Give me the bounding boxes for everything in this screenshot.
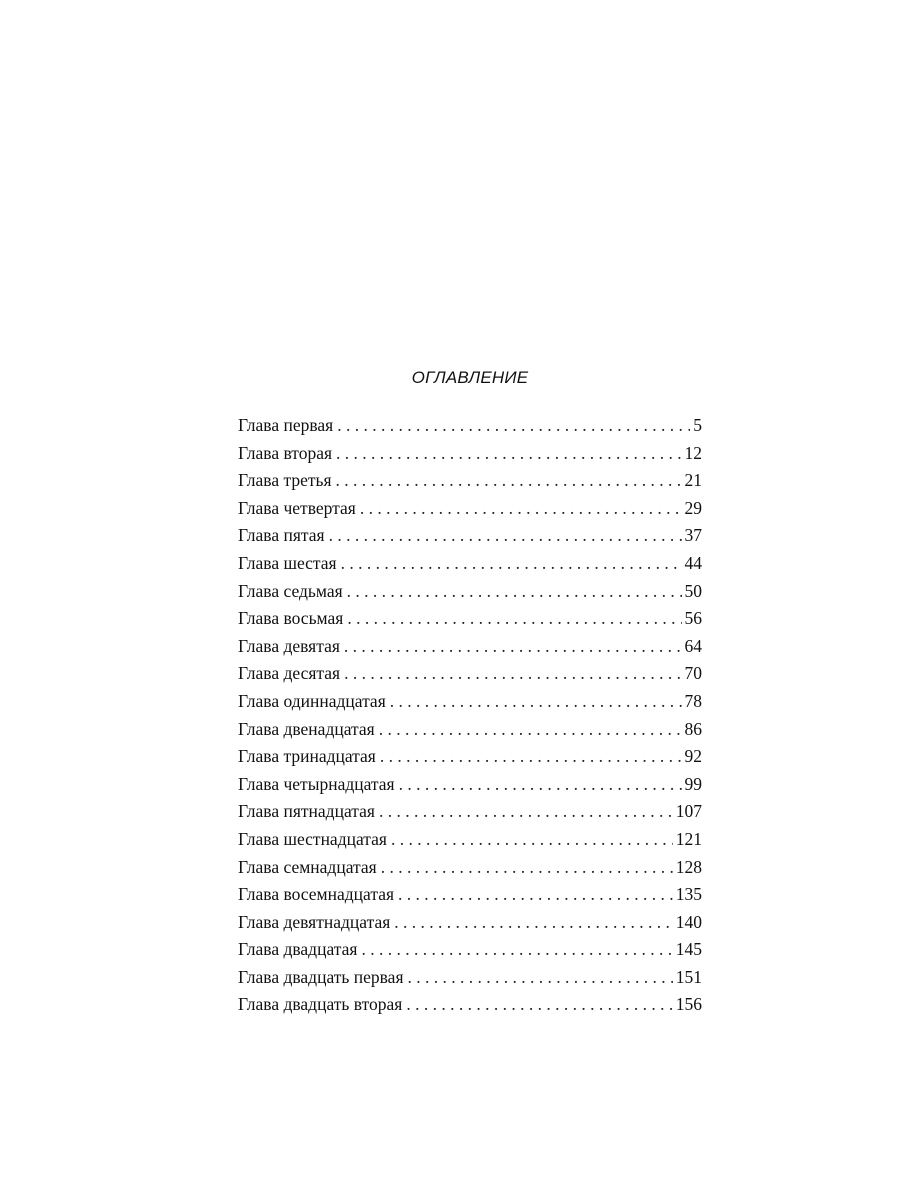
toc-dot-leader <box>399 774 682 795</box>
toc-entry-title: Глава двадцать первая <box>238 966 404 987</box>
toc-dot-leader <box>336 470 682 491</box>
toc-entry[interactable] <box>238 498 702 526</box>
toc-entry-title: Глава восемнадцатая <box>238 884 395 905</box>
toc-entry-title: Глава седьмая <box>238 580 343 601</box>
toc-entry[interactable] <box>238 884 702 912</box>
toc-entry-page-number: 50 <box>684 580 702 601</box>
toc-entry-title: Глава десятая <box>238 663 341 684</box>
toc-entry[interactable] <box>238 967 702 995</box>
toc-dot-leader <box>379 719 682 740</box>
toc-entry-page-number: 70 <box>684 663 702 684</box>
toc-dot-leader <box>360 498 682 519</box>
toc-entry[interactable] <box>238 857 702 885</box>
toc-list <box>238 415 702 1022</box>
toc-entry-page-number: 99 <box>684 773 702 794</box>
toc-dot-leader <box>390 691 682 712</box>
toc-entry-title: Глава пятая <box>238 525 325 546</box>
toc-entry-page-number: 37 <box>684 525 702 546</box>
toc-entry-page-number: 151 <box>675 966 702 987</box>
toc-entry-page-number: 56 <box>684 608 702 629</box>
toc-dot-leader <box>361 939 672 960</box>
toc-entry-page-number: 128 <box>675 856 702 877</box>
toc-entry-title: Глава вторая <box>238 442 333 463</box>
toc-dot-leader <box>391 829 673 850</box>
toc-entry[interactable] <box>238 691 702 719</box>
toc-entry-title: Глава четвертая <box>238 497 356 518</box>
toc-entry[interactable] <box>238 636 702 664</box>
toc-entry-title: Глава одиннадцатая <box>238 690 386 711</box>
toc-entry[interactable] <box>238 912 702 940</box>
toc-dot-leader <box>336 443 681 464</box>
toc-entry[interactable] <box>238 746 702 774</box>
toc-entry-title: Глава семнадцатая <box>238 856 377 877</box>
toc-entry[interactable] <box>238 663 702 691</box>
toc-dot-leader <box>381 857 673 878</box>
toc-dot-leader <box>398 884 673 905</box>
toc-entry[interactable] <box>238 774 702 802</box>
toc-entry[interactable] <box>238 719 702 747</box>
toc-dot-leader <box>344 636 682 657</box>
toc-entry-title: Глава девятая <box>238 635 340 656</box>
toc-dot-leader <box>394 912 672 933</box>
toc-heading: ОГЛАВЛЕНИЕ <box>411 368 529 387</box>
toc-entry-page-number: 86 <box>684 718 702 739</box>
toc-entry-page-number: 78 <box>684 690 702 711</box>
toc-entry-page-number: 121 <box>675 828 702 849</box>
toc-entry-page-number: 92 <box>684 746 702 767</box>
toc-entry-title: Глава тринадцатая <box>238 746 376 767</box>
toc-entry-page-number: 107 <box>675 801 702 822</box>
toc-entry-page-number: 44 <box>684 552 702 573</box>
toc-entry-title: Глава двадцатая <box>238 939 358 960</box>
toc-entry[interactable] <box>238 939 702 967</box>
toc-dot-leader <box>341 553 682 574</box>
toc-entry-page-number: 156 <box>675 994 702 1015</box>
toc-entry-title: Глава шестая <box>238 552 337 573</box>
toc-entry[interactable] <box>238 994 702 1022</box>
toc-entry-page-number: 12 <box>684 442 702 463</box>
toc-dot-leader <box>329 525 682 546</box>
toc-entry[interactable] <box>238 581 702 609</box>
toc-dot-leader <box>344 663 681 684</box>
toc-entry[interactable] <box>238 415 702 443</box>
toc-dot-leader <box>406 994 672 1015</box>
toc-entry-title: Глава пятнадцатая <box>238 801 375 822</box>
toc-entry[interactable] <box>238 553 702 581</box>
toc-entry-title: Глава первая <box>238 415 334 435</box>
toc-dot-leader <box>347 608 681 629</box>
toc-entry[interactable] <box>238 829 702 857</box>
toc-entry[interactable] <box>238 443 702 471</box>
toc-entry-page-number: 135 <box>675 884 702 905</box>
toc-entry-page-number: 140 <box>675 911 702 932</box>
toc-entry[interactable] <box>238 470 702 498</box>
toc-entry[interactable] <box>238 608 702 636</box>
toc-entry-page-number: 145 <box>675 939 702 960</box>
toc-dot-leader <box>379 801 673 822</box>
toc-entry-title: Глава двадцать вторая <box>238 994 403 1015</box>
toc-entry-page-number: 64 <box>684 635 702 656</box>
toc-dot-leader <box>408 967 673 988</box>
toc-dot-leader <box>380 746 682 767</box>
toc-entry-title: Глава третья <box>238 470 332 491</box>
toc-entry-title: Глава девятнадцатая <box>238 911 391 932</box>
toc-entry-title: Глава четырнадцатая <box>238 773 395 794</box>
toc-entry-page-number: 29 <box>684 497 702 518</box>
toc-entry-title: Глава шестнадцатая <box>238 828 387 849</box>
toc-dot-leader <box>347 581 682 602</box>
toc-entry-page-number: 5 <box>693 415 702 435</box>
toc-entry-title: Глава восьмая <box>238 608 344 629</box>
toc-dot-leader <box>337 415 690 436</box>
toc-entry[interactable] <box>238 525 702 553</box>
toc-entry[interactable] <box>238 801 702 829</box>
toc-entry-title: Глава двенадцатая <box>238 718 375 739</box>
toc-entry-page-number: 21 <box>684 470 702 491</box>
